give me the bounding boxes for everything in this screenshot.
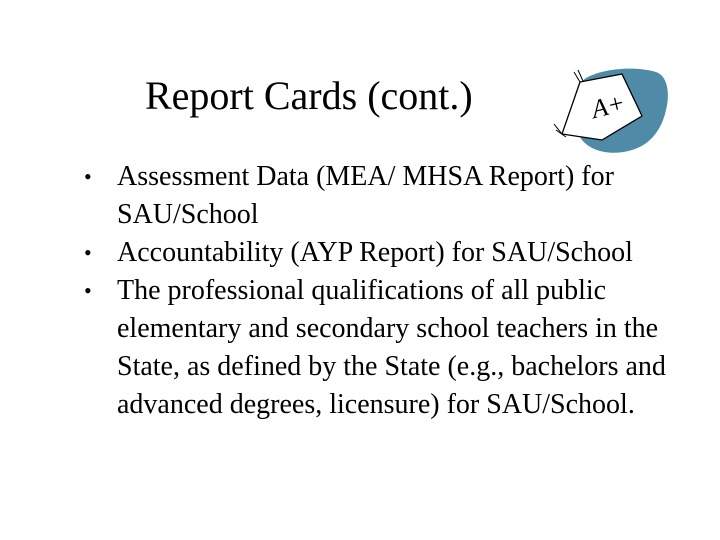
bullet-dot: • [84, 278, 92, 303]
bullet-text: Assessment Data (MEA/ MHSA Report) for SAU/School [117, 161, 614, 230]
report-card-a-plus-icon [552, 64, 670, 156]
bullet-item [84, 234, 684, 272]
bullet-list [84, 158, 684, 424]
bullet-dot: • [84, 164, 92, 189]
bullet-item [84, 272, 684, 424]
slide-title: Report Cards (cont.) [145, 73, 473, 118]
bullet-dot: • [84, 240, 92, 265]
clipart-grade-text: A+ [588, 87, 628, 125]
bullet-item [84, 158, 684, 234]
bullet-text: The professional qualifications of all public elementary and secondary school teachers in the State, as defined by the State (e.g., bachelors and advanced degrees, licensure) for SAU/School. [117, 275, 666, 420]
bullet-text: Accountability (AYP Report) for SAU/School [117, 237, 633, 268]
